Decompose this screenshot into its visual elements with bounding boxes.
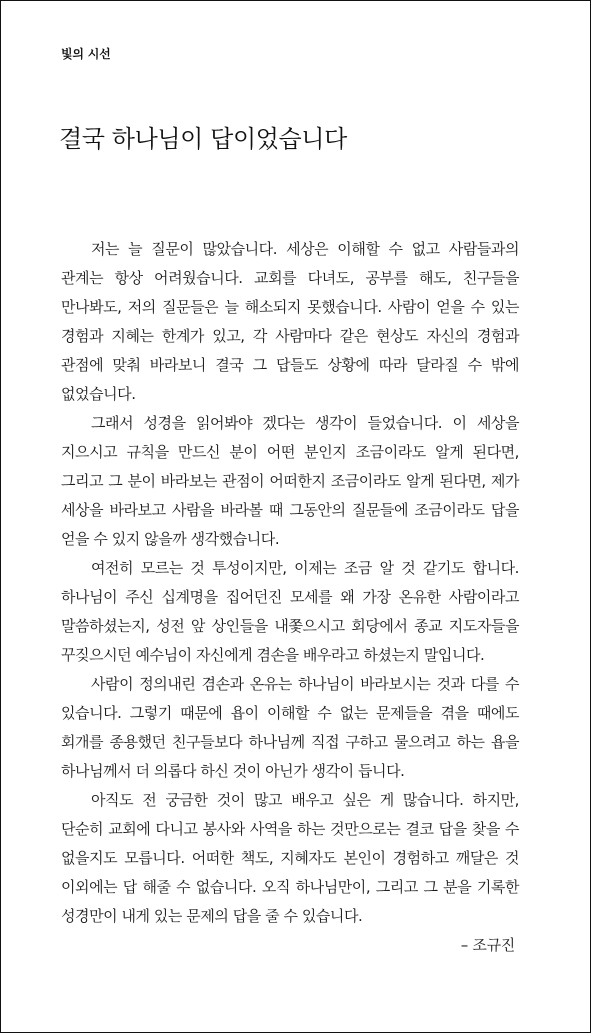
paragraph: 사람이 정의내린 겸손과 온유는 하나님이 바라보시는 것과 다를 수 있습니다. 그렇기 때문에 욥이 이해할 수 없는 문제들을 겪을 때에도 회개를 종용했던 친구들보다 하나님께 직접 구하고 물으려고 하는 욥을 하나님께서 더 의롭다 하신 것이 아닌가 생각이 듭니다. — [61, 675, 519, 780]
paragraph: 그래서 성경을 읽어봐야 겠다는 생각이 들었습니다. 이 세상을 지으시고 규칙을 만드신 분이 어떤 분인지 조금이라도 알게 된다면, 그리고 그 분이 바라보는 관점이 어떠한지 조금이라도 알게 된다면, 제가 세상을 바라보고 사람을 바라볼 때 그동안의 질문들에 조금이라도 답을 얻을 수 있지 않을까 생각했습니다. — [61, 414, 519, 548]
author-signature: – 조규진 — [460, 936, 515, 954]
paragraph: 여전히 모르는 것 투성이지만, 이제는 조금 알 것 같기도 합니다. 하나님이 주신 십계명을 집어던진 모세를 왜 가장 온유한 사람이라고 말씀하셨는지, 성전 앞 상인들을 내쫓으시고 회당에서 종교 지도자들을 꾸짖으시던 예수님이 자신에게 겸손을 배우라고 하셨는지 말입니다. — [61, 559, 519, 664]
paragraph: 아직도 전 궁금한 것이 많고 배우고 싶은 게 많습니다. 하지만, 단순히 교회에 다니고 봉사와 사역을 하는 것만으로는 결코 답을 찾을 수 없을지도 모릅니다. 어떠한 책도, 지혜자도 본인이 경험하고 깨달은 것 이외에는 답 해줄 수 없습니다. 오직 하나님만이, 그리고 그 분을 기록한 성경만이 내게 있는 문제의 답을 줄 수 있습니다. — [61, 791, 519, 925]
article-body — [61, 235, 519, 960]
article-title: 결국 하나님이 답이었습니다 — [59, 125, 347, 153]
section-header: 빛의 시선 — [61, 47, 111, 61]
paragraph: 저는 늘 질문이 많았습니다. 세상은 이해할 수 없고 사람들과의 관계는 항상 어려웠습니다. 교회를 다녀도, 공부를 해도, 친구들을 만나봐도, 저의 질문들은 늘 해소되지 못했습니다. 사람이 얻을 수 있는 경험과 지혜는 한계가 있고, 각 사람마다 같은 현상도 자신의 경험과 관점에 맞춰 바라보니 결국 그 답들도 상황에 따라 달라질 수 밖에 없었습니다. — [61, 240, 519, 403]
